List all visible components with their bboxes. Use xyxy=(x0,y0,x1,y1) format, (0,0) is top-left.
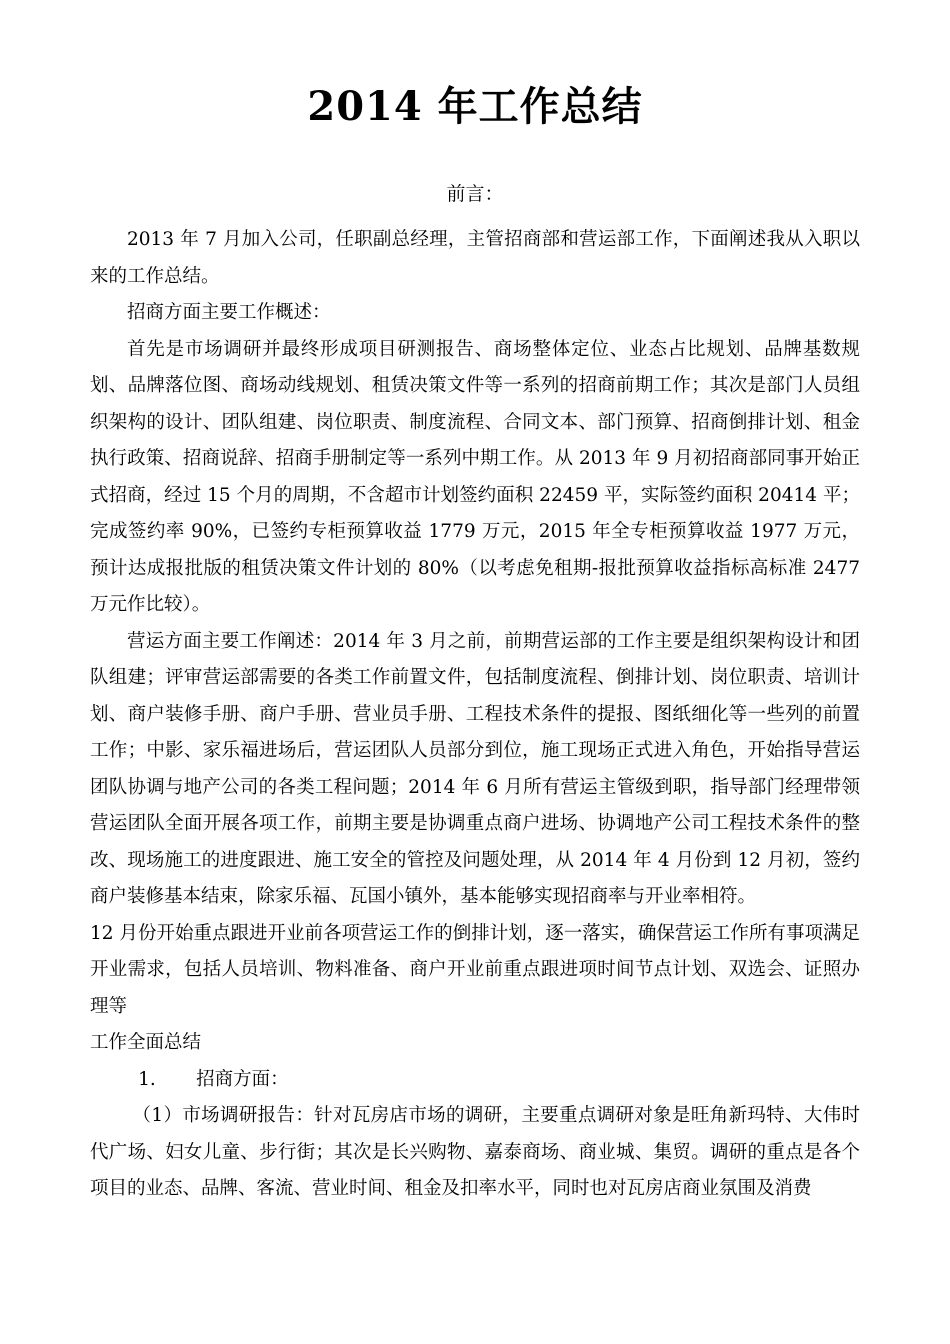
list-item-investment xyxy=(90,1062,860,1099)
document-title: 2014 年工作总结 xyxy=(307,83,643,130)
paragraph-investment-body: 首先是市场调研并最终形成项目研测报告、商场整体定位、业态占比规划、品牌基数规划、品牌落位图、商场动线规划、租赁决策文件等一系列的招商前期工作；其次是部门人员组织架构的设计、团队组建、岗位职责、制度流程、合同文本、部门预算、招商倒排计划、租金执行政策、招商说辞、招商手册制定等一系列中期工作。从 2013 年 9 月初招商部同事开始正式招商，经过 15 个月的周期，不含超市计划签约面积 22459 平，实际签约面积 20414 平；完成签约率 90%，已签约专柜预算收益 1779 万元，2015 年全专柜预算收益 1977 万元，预计达成报批版的租赁决策文件计划的 80%（以考虑免租期-报批预算收益指标高标准 2477 万元作比较）。 xyxy=(90,338,860,615)
paragraph-december-plan: 12 月份开始重点跟进开业前各项营运工作的倒排计划，逐一落实，确保营运工作所有事项满足开业需求，包括人员培训、物料准备、商户开业前重点跟进项时间节点计划、双选会、证照办理等 xyxy=(90,922,860,1017)
paragraph-intro: 2013 年 7 月加入公司，任职副总经理，主管招商部和营运部工作，下面阐述我从入职以来的工作总结。 xyxy=(90,229,860,287)
section-heading-summary: 工作全面总结 xyxy=(90,1032,202,1053)
list-number: 1. xyxy=(138,1068,156,1090)
list-item-label: 招商方面： xyxy=(196,1068,289,1090)
paragraph-market-research: （1）市场调研报告：针对瓦房店市场的调研，主要重点调研对象是旺角新玛特、大伟时代广场、妇女儿童、步行街；其次是长兴购物、嘉泰商场、商业城、集贸。调研的重点是各个项目的业态、品牌、客流、营业时间、租金及扣率水平，同时也对瓦房店商业氛围及消费 xyxy=(90,1105,860,1199)
document-page xyxy=(90,72,860,1208)
paragraph-operations-body: 营运方面主要工作阐述：2014 年 3 月之前，前期营运部的工作主要是组织架构设计和团队组建；评审营运部需要的各类工作前置文件，包括制度流程、倒排计划、岗位职责、培训计划、商户装修手册、商户手册、营业员手册、工程技术条件的提报、图纸细化等一些列的前置工作；中影、家乐福进场后，营运团队人员部分到位，施工现场正式进入角色，开始指导营运团队协调与地产公司的各类工程问题；2014 年 6 月所有营运主管级到职，指导部门经理带领营运团队全面开展各项工作，前期主要是协调重点商户进场、协调地产公司工程技术条件的整改、现场施工的进度跟进、施工安全的管控及问题处理，从 2014 年 4 月份到 12 月初，签约商户装修基本结束，除家乐福、瓦国小镇外，基本能够实现招商率与开业率相符。 xyxy=(90,630,860,907)
paragraph-investment-heading: 招商方面主要工作概述： xyxy=(127,302,331,323)
preface-heading: 前言： xyxy=(446,183,504,205)
